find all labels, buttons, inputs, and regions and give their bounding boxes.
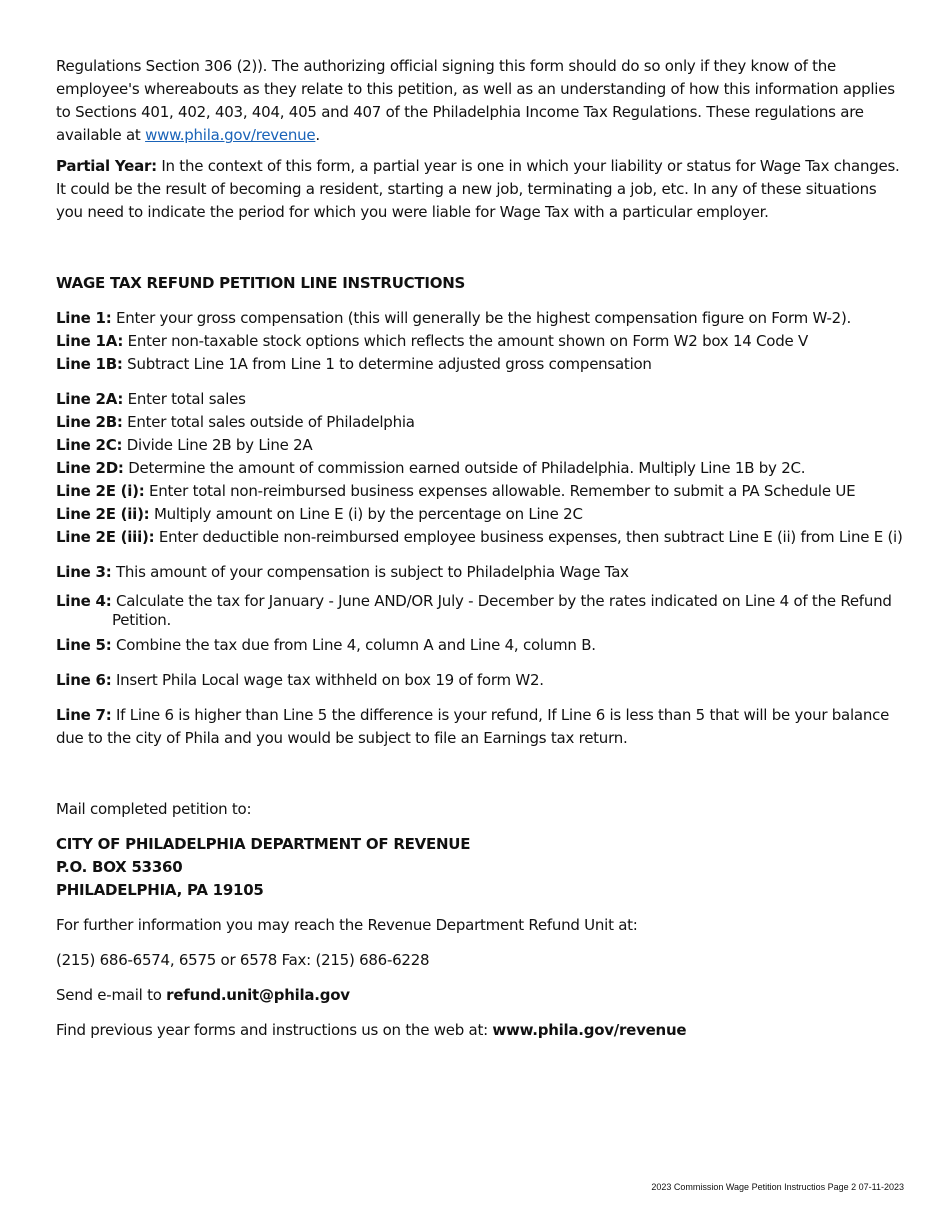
partial-year-label: Partial Year: xyxy=(56,157,157,175)
line-5 xyxy=(56,634,906,657)
line-text: Enter total non-reimbursed business expenses allowable. Remember to submit a PA Schedule UE xyxy=(144,482,856,500)
line-3 xyxy=(56,561,906,584)
mailing-address xyxy=(56,833,906,902)
further-info: For further information you may reach the Revenue Department Refund Unit at: xyxy=(56,916,638,934)
line-2a xyxy=(56,388,906,411)
line-text: Enter total sales xyxy=(123,390,246,408)
web-line xyxy=(56,1019,906,1042)
email-address[interactable]: refund.unit@phila.gov xyxy=(166,986,350,1004)
line-2e-ii xyxy=(56,503,906,526)
page-footer: 2023 Commission Wage Petition Instructios Page 2 07-11-2023 xyxy=(651,1182,904,1192)
line-label: Line 2C: xyxy=(56,436,123,454)
line-label: Line 2E (i): xyxy=(56,482,145,500)
line-label: Line 2A: xyxy=(56,390,124,408)
address-line-3: PHILADELPHIA, PA 19105 xyxy=(56,881,264,899)
line-label: Line 1B: xyxy=(56,355,123,373)
section-heading: WAGE TAX REFUND PETITION LINE INSTRUCTIONS xyxy=(56,274,466,292)
mail-intro: Mail completed petition to: xyxy=(56,800,252,818)
line-label: Line 6: xyxy=(56,671,112,689)
web-prefix: Find previous year forms and instructions us on the web at: xyxy=(56,1021,493,1039)
line-2e-iii xyxy=(56,526,906,549)
line-text: Subtract Line 1A from Line 1 to determine adjusted gross compensation xyxy=(122,355,652,373)
intro-paragraph xyxy=(56,55,906,147)
line-2c xyxy=(56,434,906,457)
line-2b xyxy=(56,411,906,434)
line-text: If Line 6 is higher than Line 5 the difference is your refund, If Line 6 is less than 5 that will be your balance due to the city of Phila and you would be subject to file an Earnings tax return. xyxy=(56,706,890,747)
line-4 xyxy=(56,592,906,630)
line-text: Enter deductible non-reimbursed employee business expenses, then subtract Line E (ii) from Line E (i) xyxy=(154,528,903,546)
line-label: Line 2D: xyxy=(56,459,124,477)
line-1a xyxy=(56,330,906,353)
line-text: Determine the amount of commission earned outside of Philadelphia. Multiply Line 1B by 2C. xyxy=(123,459,806,477)
line-1b xyxy=(56,353,906,376)
email-prefix: Send e-mail to xyxy=(56,986,167,1004)
line-2d xyxy=(56,457,906,480)
address-line-1: CITY OF PHILADELPHIA DEPARTMENT OF REVENUE xyxy=(56,835,471,853)
intro-text: Regulations Section 306 (2)). The authorizing official signing this form should do so only if they know of the employee's whereabouts as they relate to this petition, as well as an understanding of how this information applies to Sections 401, 402, 403, 404, 405 and 407 of the Philadelphia Income Tax Regulations. These regulations are available at xyxy=(56,57,895,144)
line-7 xyxy=(56,704,906,750)
line-label: Line 1: xyxy=(56,309,112,327)
intro-after: . xyxy=(315,126,320,144)
line-text: Insert Phila Local wage tax withheld on box 19 of form W2. xyxy=(111,671,544,689)
line-text: Multiply amount on Line E (i) by the percentage on Line 2C xyxy=(149,505,583,523)
line-label: Line 2E (iii): xyxy=(56,528,155,546)
line-label: Line 7: xyxy=(56,706,112,724)
line-1 xyxy=(56,307,906,330)
line-text: Combine the tax due from Line 4, column A and Line 4, column B. xyxy=(111,636,596,654)
line-group-1 xyxy=(56,307,906,376)
revenue-link[interactable]: www.phila.gov/revenue xyxy=(145,126,316,144)
line-2e-i xyxy=(56,480,906,503)
line-group-2 xyxy=(56,388,906,549)
partial-year-paragraph xyxy=(56,155,906,224)
address-line-2: P.O. BOX 53360 xyxy=(56,858,183,876)
web-address[interactable]: www.phila.gov/revenue xyxy=(492,1021,687,1039)
line-text: Calculate the tax for January - June AND/OR July - December by the rates indicated on Line 4 of the Refund Petition. xyxy=(111,592,892,629)
line-text: Enter non-taxable stock options which reflects the amount shown on Form W2 box 14 Code V xyxy=(123,332,808,350)
document-page xyxy=(56,55,906,1042)
partial-year-text: In the context of this form, a partial year is one in which your liability or status for Wage Tax changes. It could be the result of becoming a resident, starting a new job, terminating a job, etc. In any of these situations you need to indicate the period for which you were liable for Wage Tax with a particular employer. xyxy=(56,157,900,221)
line-text: This amount of your compensation is subject to Philadelphia Wage Tax xyxy=(111,563,629,581)
line-label: Line 1A: xyxy=(56,332,124,350)
email-line xyxy=(56,984,906,1007)
line-text: Divide Line 2B by Line 2A xyxy=(122,436,313,454)
phone-numbers: (215) 686-6574, 6575 or 6578 Fax: (215) 686-6228 xyxy=(56,951,430,969)
line-label: Line 2E (ii): xyxy=(56,505,150,523)
line-text: Enter total sales outside of Philadelphia xyxy=(122,413,415,431)
line-label: Line 3: xyxy=(56,563,112,581)
line-label: Line 2B: xyxy=(56,413,123,431)
line-label: Line 5: xyxy=(56,636,112,654)
line-6 xyxy=(56,669,906,692)
line-label: Line 4: xyxy=(56,592,112,610)
line-text: Enter your gross compensation (this will generally be the highest compensation figure on Form W-2). xyxy=(111,309,852,327)
